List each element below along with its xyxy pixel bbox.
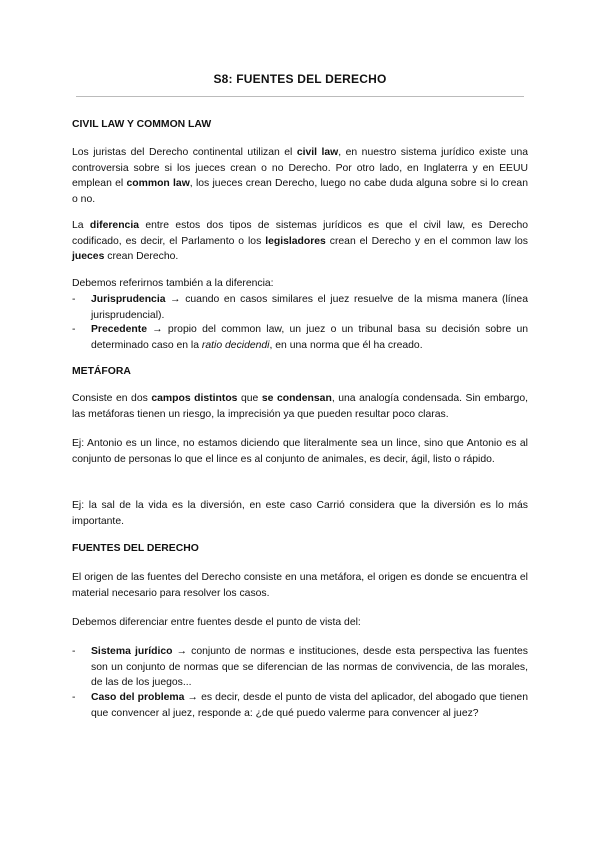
page-title: S8: FUENTES DEL DERECHO	[213, 72, 387, 86]
list-item-sistema-juridico: - Sistema jurídico → conjunto de normas e instituciones, desde esta perspectiva las fuentes son un conjunto de normas que se diferencian de las normas de convivencia, de las morales, de las de los juegos...	[72, 646, 528, 688]
paragraph-referirnos: Debemos referirnos también a la diferencia:	[72, 278, 274, 289]
heading-fuentes: FUENTES DEL DERECHO	[72, 543, 199, 554]
paragraph-example-sal: Ej: la sal de la vida es la diversión, en este caso Carrió considera que la diversión es lo más importante.	[72, 500, 528, 527]
list-item-jurisprudencia: - Jurisprudencia → cuando en casos similares el juez resuelve de la misma manera (línea jurisprudencial).	[72, 294, 528, 321]
paragraph-diferenciar: Debemos diferenciar entre fuentes desde el punto de vista del:	[72, 617, 361, 628]
list-item-precedente: - Precedente → propio del common law, un juez o un tribunal basa su decisión sobre un determinado caso en la ratio decidendi, en una norma que él ha creado.	[72, 324, 528, 351]
paragraph-diferencia: La diferencia entre estos dos tipos de sistemas jurídicos es que el civil law, es Derecho codificado, es decir, el Parlamento o los legisladores crean el Derecho y en el common law los jueces crean Derecho.	[72, 220, 529, 262]
list-item-caso-problema: - Caso del problema → es decir, desde el punto de vista del aplicador, del abogado que tienen que convencer al juez, responde a: ¿de qué puedo valerme para convencer al juez?	[72, 692, 528, 719]
paragraph-metafora-def: Consiste en dos campos distintos que se condensan, una analogía condensada. Sin embargo, las metáforas tienen un riesgo, la imprecisión ya que pueden resultar poco claras.	[72, 393, 528, 420]
paragraph-example-lince: Ej: Antonio es un lince, no estamos diciendo que literalmente sea un lince, sino que Antonio es al conjunto de personas lo que el lince es al conjunto de animales, es decir, ágil, listo o rápido.	[72, 438, 528, 465]
title-divider	[76, 96, 524, 97]
heading-civil-law: CIVIL LAW Y COMMON LAW	[72, 119, 212, 130]
heading-metafora: METÁFORA	[72, 366, 131, 377]
paragraph-civil-law-intro: Los juristas del Derecho continental utilizan el civil law, en nuestro sistema jurídico existe una controversia sobre si los jueces crean o no Derecho. Por otro lado, en Inglaterra y en EEUU emplean el common law, los jueces crean Derecho, luego no cabe duda alguna sobre si lo crean o no.	[72, 147, 529, 205]
paragraph-origen-fuentes: El origen de las fuentes del Derecho consiste en una metáfora, el origen es donde se encuentra el material necesario para resolver los casos.	[72, 572, 528, 599]
